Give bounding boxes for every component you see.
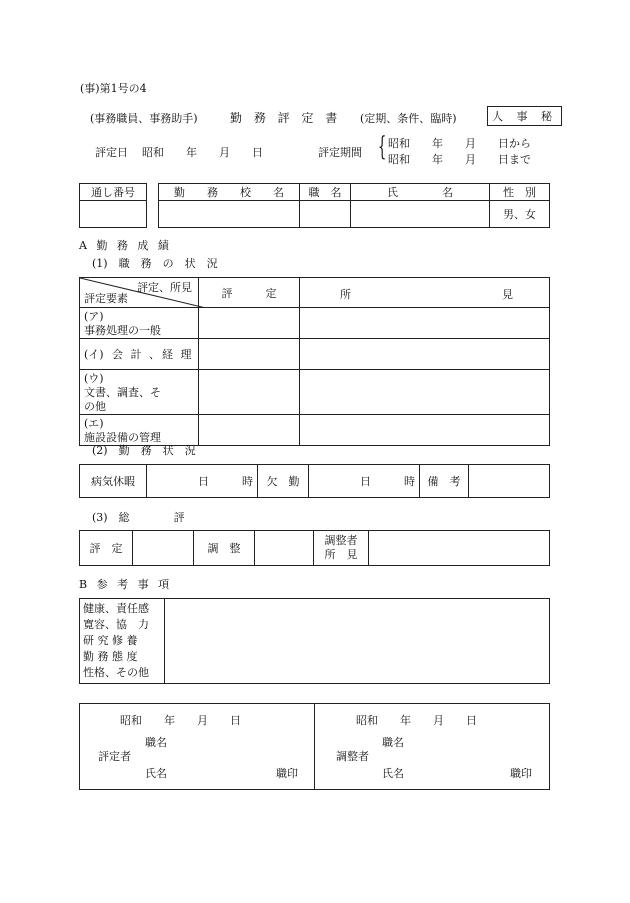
sick-leave-cell[interactable]: 日 時 [147, 465, 258, 498]
adjuster-label: 調整者 [336, 750, 369, 763]
document-title: 勤 務 評 定 書 [230, 111, 342, 125]
eval-seal-label: 職印 [276, 767, 298, 780]
eval-name-label: 氏名 [145, 767, 167, 780]
serial-table [79, 183, 147, 228]
adj-sign-date: 昭和 年 月 日 [356, 714, 477, 727]
adj-seal-label: 職印 [510, 767, 532, 780]
eval-label: 評 定 [80, 531, 133, 566]
duty-status-heading: (1) 職 務 の 状 況 [92, 257, 218, 270]
eval-sign-date: 昭和 年 月 日 [120, 714, 241, 727]
absence-cell[interactable]: 日 時 [309, 465, 420, 498]
form-number: (事)第1号の4 [80, 82, 147, 95]
duty-remark-3[interactable] [300, 415, 550, 446]
duty-row-2: (ウ)文書、調査、その他 [80, 370, 199, 415]
adj-post-label: 職名 [382, 736, 404, 749]
duty-eval-1[interactable] [199, 339, 300, 370]
reference-cell[interactable] [165, 599, 550, 684]
employee-table [158, 183, 550, 228]
sex-cell[interactable]: 男、女 [490, 201, 550, 228]
absence-label: 欠 勤 [258, 465, 309, 498]
duty-remark-0[interactable] [300, 308, 550, 339]
duty-remark-1[interactable] [300, 339, 550, 370]
work-status-table [79, 464, 550, 498]
diag-bottom-label: 評定要素 [84, 292, 128, 305]
reference-items [80, 599, 165, 684]
section-b-title: B 参 考 事 項 [79, 578, 173, 591]
adjuster-remark-cell[interactable] [369, 531, 550, 566]
reference-table [79, 598, 550, 684]
reference-item: 研 究 修 養 [83, 634, 138, 647]
reference-item: 性格、その他 [83, 666, 149, 679]
position-cell[interactable] [300, 201, 351, 228]
reference-item: 寛容、協 力 [83, 618, 149, 631]
overall-table [79, 530, 550, 566]
position-header: 職 名 [300, 184, 351, 201]
eval-date: 昭和 年 月 日 [142, 146, 263, 159]
signature-divider [314, 703, 315, 790]
name-header: 氏 名 [351, 184, 490, 201]
reference-item: 健康、責任感 [83, 602, 149, 615]
section-a-title: A 勤 務 成 績 [79, 239, 172, 252]
diagonal-header-cell [80, 278, 199, 308]
duty-eval-3[interactable] [199, 415, 300, 446]
sex-header: 性 別 [490, 184, 550, 201]
evaluator-label: 評定者 [98, 750, 131, 763]
brace-icon: { [378, 132, 387, 162]
remark-header-1: 所 [340, 288, 351, 301]
duty-eval-2[interactable] [199, 370, 300, 415]
eval-cell[interactable] [133, 531, 194, 566]
evaluation-kind: (定期、条件、臨時) [360, 112, 457, 125]
school-cell[interactable] [159, 201, 300, 228]
school-header: 勤 務 校 名 [159, 184, 300, 201]
diag-top-label: 評定、所見 [137, 281, 192, 294]
duty-status-table [79, 277, 550, 446]
reference-item: 勤 務 態 度 [83, 650, 138, 663]
staff-type: (事務職員、事務助手) [90, 112, 198, 125]
overall-heading: (3) 総 評 [92, 511, 185, 524]
adjust-cell[interactable] [255, 531, 314, 566]
period-to: 昭和 年 月 日まで [388, 153, 531, 166]
adjuster-remark-label: 調整者 所 見 [314, 531, 369, 566]
note-cell[interactable] [469, 465, 550, 498]
adj-name-label: 氏名 [382, 767, 404, 780]
personnel-secret-stamp: 人 事 秘 [487, 106, 562, 126]
duty-remark-2[interactable] [300, 370, 550, 415]
duty-row-3: (エ)施設設備の管理 [80, 415, 199, 446]
eval-date-label: 評定日 [95, 146, 128, 159]
name-cell[interactable] [351, 201, 490, 228]
remark-header-2: 見 [502, 288, 513, 301]
serial-header: 通し番号 [80, 184, 147, 201]
period-from: 昭和 年 月 日から [388, 137, 531, 150]
note-label: 備 考 [420, 465, 469, 498]
duty-row-0: (ア)事務処理の一般 [80, 308, 199, 339]
adjust-label: 調 整 [194, 531, 255, 566]
sick-leave-label: 病気休暇 [80, 465, 147, 498]
work-status-heading: (2) 勤 務 状 況 [92, 444, 196, 457]
eval-post-label: 職名 [145, 736, 167, 749]
remark-col-header [300, 278, 550, 308]
eval-col-header: 評 定 [199, 278, 300, 308]
period-label: 評定期間 [318, 146, 362, 159]
serial-cell[interactable] [80, 201, 147, 228]
duty-row-1: (イ) 会 計 、経 理 [80, 339, 199, 370]
duty-eval-0[interactable] [199, 308, 300, 339]
